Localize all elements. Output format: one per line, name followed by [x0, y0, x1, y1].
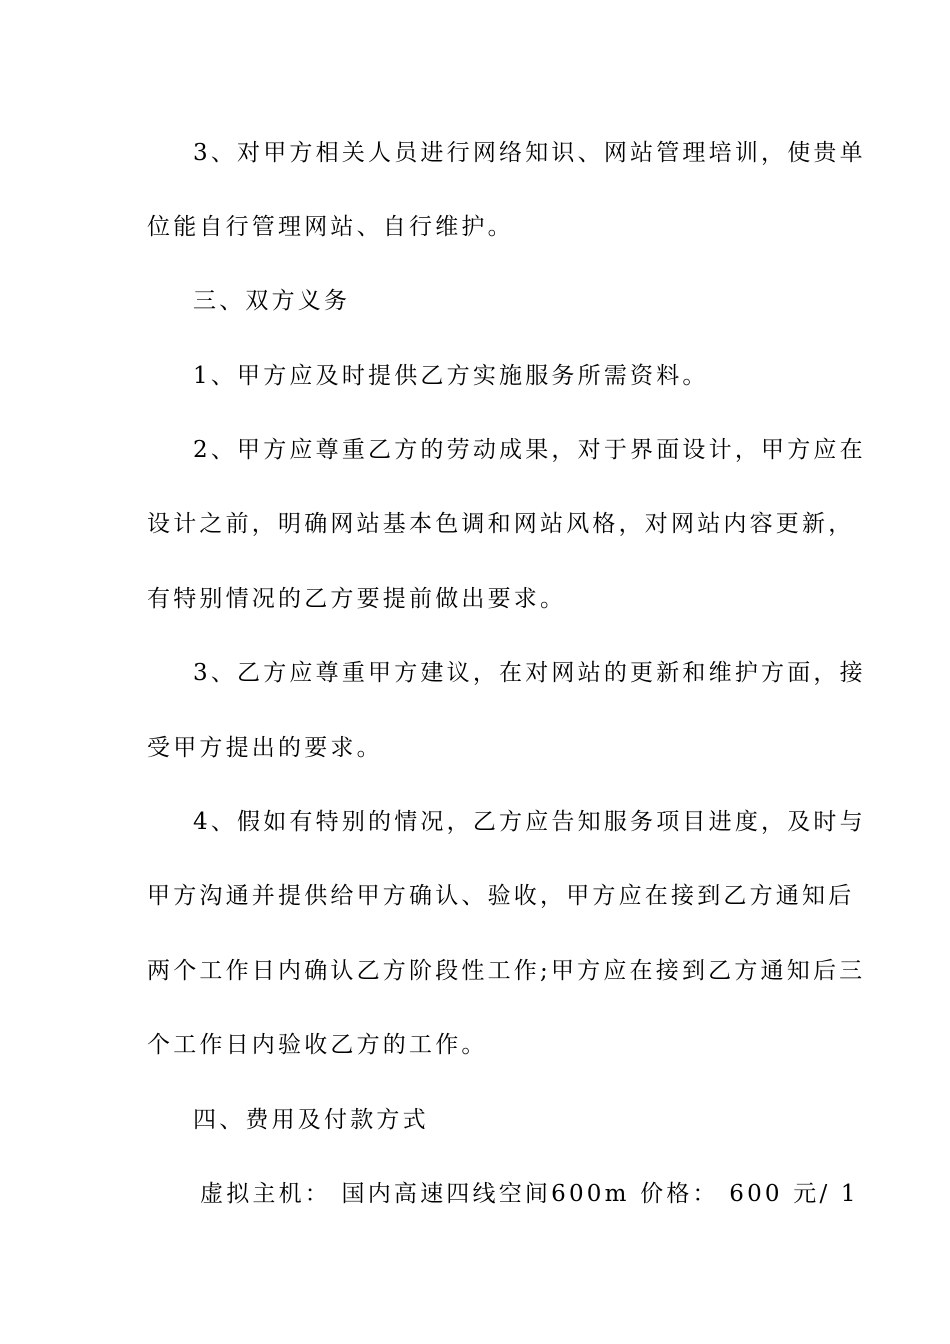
paragraph-line: 3、对甲方相关人员进行网络知识、网站管理培训，使贵单	[193, 140, 866, 166]
paragraph-line: 4、假如有特别的情况，乙方应告知服务项目进度，及时与	[193, 809, 866, 835]
paragraph-line: 3、乙方应尊重甲方建议，在对网站的更新和维护方面，接	[193, 660, 866, 686]
paragraph-line: 2、甲方应尊重乙方的劳动成果，对于界面设计，甲方应在	[193, 437, 866, 463]
section-heading: 三、双方义务	[193, 288, 351, 314]
section-heading: 四、费用及付款方式	[193, 1107, 429, 1133]
paragraph-line: 位能自行管理网站、自行维护。	[147, 214, 514, 240]
paragraph-line: 受甲方提出的要求。	[147, 735, 383, 761]
paragraph-line: 两个工作日内确认乙方阶段性工作;甲方应在接到乙方通知后三	[147, 958, 866, 984]
paragraph-line: 1、甲方应及时提供乙方实施服务所需资料。	[193, 363, 709, 389]
price-line: 虚拟主机： 国内高速四线空间600m 价格： 600 元/ 1	[200, 1181, 859, 1207]
paragraph-line: 有特别情况的乙方要提前做出要求。	[147, 586, 567, 612]
paragraph-line: 设计之前，明确网站基本色调和网站风格，对网站内容更新，	[147, 511, 855, 537]
paragraph-line: 个工作日内验收乙方的工作。	[147, 1032, 488, 1058]
paragraph-line: 甲方沟通并提供给甲方确认、验收，甲方应在接到乙方通知后	[147, 883, 855, 909]
